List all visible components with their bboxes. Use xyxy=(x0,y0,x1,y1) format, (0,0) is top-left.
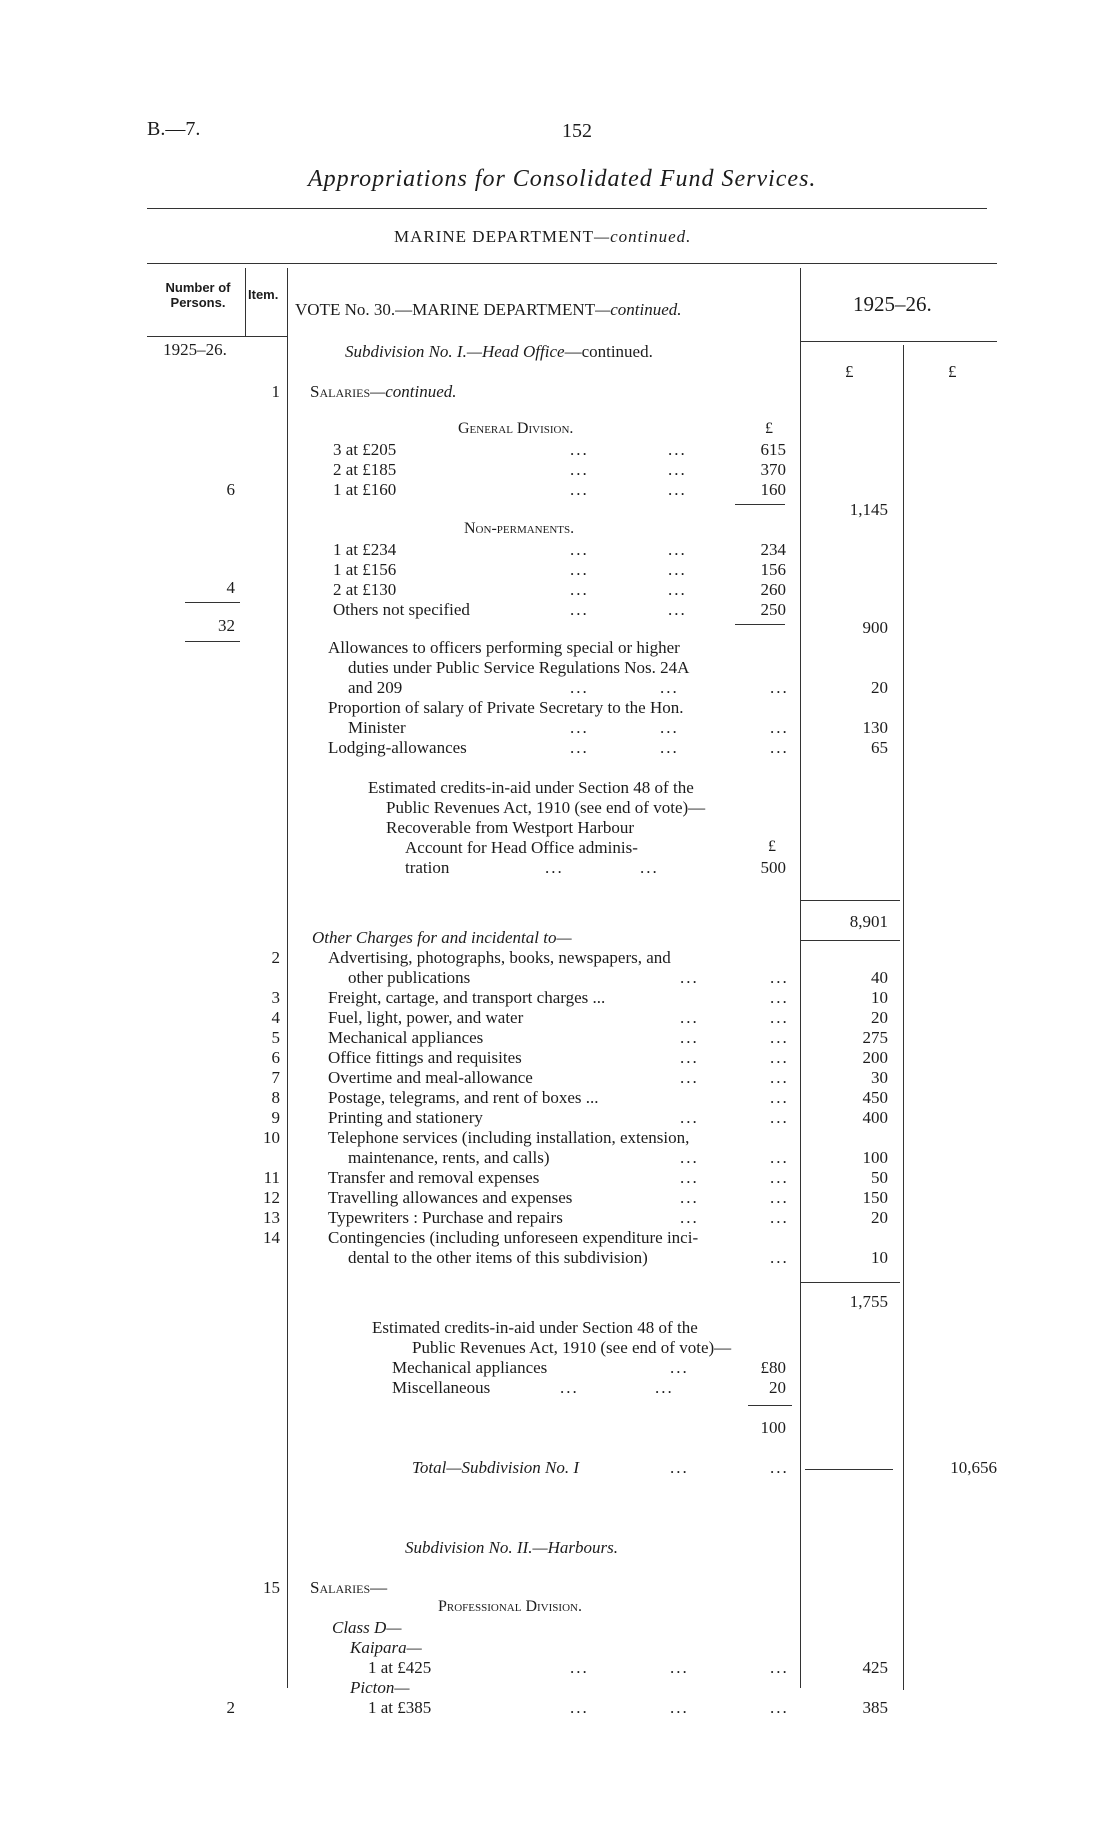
department-heading xyxy=(394,227,691,247)
leader-dots: ... xyxy=(670,1358,689,1377)
leader-dots: ... xyxy=(680,1008,699,1027)
item-number: 5 xyxy=(271,1028,280,1047)
non-permanents-row-label: 1 at £234 xyxy=(333,540,397,559)
non-permanents-total: 900 xyxy=(862,618,888,637)
item-number: 2 xyxy=(271,948,280,967)
credits2-line: Public Revenues Act, 1910 (see end of vote)— xyxy=(412,1338,732,1357)
general-division-heading: General Division. xyxy=(458,420,574,437)
subtotal-rule xyxy=(800,1282,900,1283)
other-charges-row-amount: 30 xyxy=(871,1068,888,1087)
other-charges-row-label: Freight, cartage, and transport charges ... xyxy=(328,988,606,1007)
kaipara-heading: Kaipara— xyxy=(350,1638,422,1657)
leader-dots: ... xyxy=(570,580,589,599)
kaipara-amount: 425 xyxy=(862,1658,888,1677)
item-number: 7 xyxy=(271,1068,280,1087)
professional-division-heading: Professional Division. xyxy=(438,1598,582,1615)
non-permanents-row-amount: 234 xyxy=(760,540,786,559)
subdivision-1-title-cont: —continued. xyxy=(564,342,653,361)
picton-amount: 385 xyxy=(862,1698,888,1717)
leader-dots: ... xyxy=(570,678,589,697)
subdivision-1-title-main: Subdivision No. I.—Head Office xyxy=(345,342,565,361)
non-permanents-row-amount: 260 xyxy=(760,580,786,599)
persons-count: 2 xyxy=(226,1698,235,1717)
leader-dots: ... xyxy=(570,460,589,479)
subdivision-1-title xyxy=(345,342,653,362)
other-charges-row-label: Fuel, light, power, and water xyxy=(328,1008,524,1027)
leader-dots: ... xyxy=(680,1148,699,1167)
non-permanents-heading: Non-permanents. xyxy=(464,520,575,537)
non-permanents-row-amount: 156 xyxy=(760,560,786,579)
leader-dots: ... xyxy=(570,440,589,459)
leader-dots: ... xyxy=(560,1378,579,1397)
leader-dots: ... xyxy=(770,738,789,757)
general-division-row-amount: 615 xyxy=(760,440,786,459)
leader-dots: ... xyxy=(680,1068,699,1087)
pound-sign-inner: £ xyxy=(765,420,773,437)
class-d-heading: Class D— xyxy=(332,1618,402,1637)
leader-dots: ... xyxy=(770,1658,789,1677)
persons-total: 32 xyxy=(218,616,235,635)
leader-dots: ... xyxy=(770,988,789,1007)
other-charges-row-label: Transfer and removal expenses xyxy=(328,1168,540,1187)
other-charges-row-label: maintenance, rents, and calls) xyxy=(348,1148,550,1167)
item-number: 6 xyxy=(271,1048,280,1067)
leader-dots: ... xyxy=(680,1048,699,1067)
leader-dots: ... xyxy=(640,858,659,877)
non-permanents-row-label: 2 at £130 xyxy=(333,580,397,599)
column-header-persons: Number of Persons. xyxy=(165,280,231,310)
other-charges-row-amount: 20 xyxy=(871,1208,888,1227)
other-charges-row-amount: 50 xyxy=(871,1168,888,1187)
leader-dots: ... xyxy=(770,1048,789,1067)
leader-dots: ... xyxy=(668,440,687,459)
leader-dots: ... xyxy=(770,1148,789,1167)
other-charges-row-amount: 275 xyxy=(862,1028,888,1047)
item-number: 3 xyxy=(271,988,280,1007)
other-charges-row-label: Typewriters : Purchase and repairs xyxy=(328,1208,563,1227)
table-top-rule xyxy=(147,263,997,264)
other-charges-row-amount: 150 xyxy=(862,1188,888,1207)
item-number: 10 xyxy=(263,1128,280,1147)
leader-dots: ... xyxy=(670,1658,689,1677)
other-charges-row-label: Travelling allowances and expenses xyxy=(328,1188,573,1207)
leader-dots: ... xyxy=(770,1028,789,1047)
other-charges-row-amount: 20 xyxy=(871,1008,888,1027)
leader-dots: ... xyxy=(770,968,789,987)
department-heading-main: MARINE DEPARTMENT xyxy=(394,227,594,246)
leader-dots: ... xyxy=(770,1188,789,1207)
general-division-row-amount: 370 xyxy=(760,460,786,479)
subtotal-rule xyxy=(800,900,900,901)
column-divider xyxy=(903,345,904,1690)
leader-dots: ... xyxy=(680,1188,699,1207)
leader-dots: ... xyxy=(670,1698,689,1717)
credits2-mechanical-label: Mechanical appliances xyxy=(392,1358,548,1377)
item-number: 1 xyxy=(271,382,280,401)
leader-dots: ... xyxy=(770,1168,789,1187)
leader-dots: ... xyxy=(680,1208,699,1227)
leader-dots: ... xyxy=(668,540,687,559)
page-number: 152 xyxy=(562,120,592,142)
picton-heading: Picton— xyxy=(350,1678,410,1697)
salaries-heading-2: Salaries— xyxy=(310,1578,388,1597)
leader-dots: ... xyxy=(570,1698,589,1717)
leader-dots: ... xyxy=(770,1088,789,1107)
persons-count: 6 xyxy=(226,480,235,499)
credits2-line: Estimated credits-in-aid under Section 48 of the xyxy=(372,1318,698,1337)
credits-line: Estimated credits-in-aid under Section 48 of the xyxy=(368,778,694,797)
other-charges-row-amount: 10 xyxy=(871,988,888,1007)
other-charges-heading: Other Charges for and incidental to— xyxy=(312,928,572,947)
total-subdivision-1-label: Total—Subdivision No. I xyxy=(412,1458,580,1477)
item-number: 13 xyxy=(263,1208,280,1227)
item-number: 11 xyxy=(263,1168,280,1187)
header-rule xyxy=(147,208,987,209)
credits2-misc-amount: 20 xyxy=(769,1378,786,1397)
header-bottom-rule xyxy=(800,341,997,342)
credits-line: Account for Head Office adminis- xyxy=(405,838,638,857)
subdivision-2-title: Subdivision No. II.—Harbours. xyxy=(405,1538,618,1557)
credits2-mechanical-amount: £80 xyxy=(760,1358,786,1377)
other-charges-row-amount: 10 xyxy=(871,1248,888,1267)
leader-dots: ... xyxy=(770,1698,789,1717)
credits-line: Public Revenues Act, 1910 (see end of vote)— xyxy=(386,798,706,817)
other-charges-row-label: dental to the other items of this subdivision) xyxy=(348,1248,648,1267)
credits-line: Recoverable from Westport Harbour xyxy=(386,818,635,837)
leader-dots: ... xyxy=(680,1168,699,1187)
leader-dots: ... xyxy=(770,1458,789,1477)
other-charges-row-amount: 450 xyxy=(862,1088,888,1107)
total-subdivision-1-amount: 10,656 xyxy=(950,1458,997,1477)
persons-rule xyxy=(185,641,240,642)
vote-heading-main: VOTE No. 30.—MARINE DEPARTMENT xyxy=(295,300,596,319)
general-division-row-label: 2 at £185 xyxy=(333,460,397,479)
leader-dots: ... xyxy=(545,858,564,877)
leader-dots: ... xyxy=(770,1068,789,1087)
credits2-total: 100 xyxy=(760,1418,786,1437)
subtotal-rule xyxy=(800,940,900,941)
credits2-misc-label: Miscellaneous xyxy=(392,1378,491,1397)
lodging-label: Lodging-allowances xyxy=(328,738,467,757)
general-division-row-label: 1 at £160 xyxy=(333,480,397,499)
subtotal-rule xyxy=(735,504,785,505)
other-charges-row-label: other publications xyxy=(348,968,471,987)
leader-dots: ... xyxy=(570,480,589,499)
department-heading-cont: —continued. xyxy=(594,227,692,246)
other-charges-row-label: Telephone services (including installation, extension, xyxy=(328,1128,690,1147)
allowances-line: duties under Public Service Regulations Nos. 24A xyxy=(348,658,690,677)
salaries-heading xyxy=(310,382,457,402)
item-number: 15 xyxy=(263,1578,280,1597)
proportion-amount: 130 xyxy=(862,718,888,737)
leader-dots: ... xyxy=(770,1008,789,1027)
credits-line: tration xyxy=(405,858,450,877)
leader-dots: ... xyxy=(770,1248,789,1267)
credits-amount: 500 xyxy=(760,858,786,877)
item-number: 8 xyxy=(271,1088,280,1107)
column-divider xyxy=(287,268,288,1688)
leader-dots: ... xyxy=(668,560,687,579)
other-charges-row-amount: 100 xyxy=(862,1148,888,1167)
total-rule xyxy=(805,1469,893,1470)
leader-dots: ... xyxy=(770,678,789,697)
item-number: 12 xyxy=(263,1188,280,1207)
subtotal-rule xyxy=(748,1405,792,1406)
document-code: B.—7. xyxy=(147,118,201,140)
leader-dots: ... xyxy=(770,1108,789,1127)
persons-count: 4 xyxy=(226,578,235,597)
leader-dots: ... xyxy=(660,718,679,737)
salaries-heading-cont: —continued. xyxy=(370,382,457,401)
pound-sign-col2: £ xyxy=(948,362,957,381)
leader-dots: ... xyxy=(570,560,589,579)
allowances-line: and 209 xyxy=(348,678,403,697)
leader-dots: ... xyxy=(570,600,589,619)
general-division-total: 1,145 xyxy=(849,500,888,519)
non-permanents-row-label: 1 at £156 xyxy=(333,560,397,579)
column-header-item: Item. xyxy=(248,287,279,302)
non-permanents-row-label: Others not specified xyxy=(333,600,470,619)
leader-dots: ... xyxy=(770,718,789,737)
persons-year: 1925–26. xyxy=(163,340,227,359)
lodging-amount: 65 xyxy=(871,738,888,757)
other-charges-row-label: Mechanical appliances xyxy=(328,1028,484,1047)
leader-dots: ... xyxy=(570,738,589,757)
other-charges-row-label: Office fittings and requisites xyxy=(328,1048,522,1067)
pound-sign-credits: £ xyxy=(768,838,776,855)
vote-heading-cont: —continued. xyxy=(595,300,682,319)
leader-dots: ... xyxy=(660,678,679,697)
proportion-line: Minister xyxy=(348,718,406,737)
other-charges-row-label: Postage, telegrams, and rent of boxes ... xyxy=(328,1088,599,1107)
header-bottom-rule xyxy=(147,336,287,337)
other-charges-row-amount: 200 xyxy=(862,1048,888,1067)
general-division-row-amount: 160 xyxy=(760,480,786,499)
leader-dots: ... xyxy=(660,738,679,757)
item-number: 4 xyxy=(271,1008,280,1027)
other-charges-row-label: Contingencies (including unforeseen expenditure inci- xyxy=(328,1228,699,1247)
leader-dots: ... xyxy=(668,480,687,499)
item-number: 9 xyxy=(271,1108,280,1127)
salaries-total: 8,901 xyxy=(849,912,888,931)
leader-dots: ... xyxy=(770,1208,789,1227)
leader-dots: ... xyxy=(570,718,589,737)
leader-dots: ... xyxy=(680,1028,699,1047)
other-charges-row-amount: 400 xyxy=(862,1108,888,1127)
subtotal-rule xyxy=(735,624,785,625)
pound-sign-col1: £ xyxy=(845,362,854,381)
leader-dots: ... xyxy=(668,460,687,479)
salaries-heading-main: Salaries xyxy=(310,382,371,401)
vote-heading xyxy=(295,300,682,320)
item-number: 14 xyxy=(263,1228,280,1247)
other-charges-row-label: Printing and stationery xyxy=(328,1108,483,1127)
persons-rule xyxy=(185,602,240,603)
other-charges-row-label: Advertising, photographs, books, newspapers, and xyxy=(328,948,671,967)
page-title: Appropriations for Consolidated Fund Services. xyxy=(308,166,817,192)
non-permanents-row-amount: 250 xyxy=(760,600,786,619)
leader-dots: ... xyxy=(670,1458,689,1477)
picton-line: 1 at £385 xyxy=(368,1698,432,1717)
kaipara-line: 1 at £425 xyxy=(368,1658,432,1677)
leader-dots: ... xyxy=(570,540,589,559)
other-charges-row-label: Overtime and meal-allowance xyxy=(328,1068,533,1087)
leader-dots: ... xyxy=(680,1108,699,1127)
leader-dots: ... xyxy=(655,1378,674,1397)
proportion-line: Proportion of salary of Private Secretary to the Hon. xyxy=(328,698,684,717)
column-header-year: 1925–26. xyxy=(853,292,932,316)
leader-dots: ... xyxy=(668,600,687,619)
leader-dots: ... xyxy=(570,1658,589,1677)
column-divider xyxy=(245,268,246,336)
other-charges-total: 1,755 xyxy=(849,1292,888,1311)
leader-dots: ... xyxy=(680,968,699,987)
leader-dots: ... xyxy=(668,580,687,599)
allowances-line: Allowances to officers performing special or higher xyxy=(328,638,680,657)
general-division-row-label: 3 at £205 xyxy=(333,440,397,459)
other-charges-row-amount: 40 xyxy=(871,968,888,987)
allowances-amount: 20 xyxy=(871,678,888,697)
